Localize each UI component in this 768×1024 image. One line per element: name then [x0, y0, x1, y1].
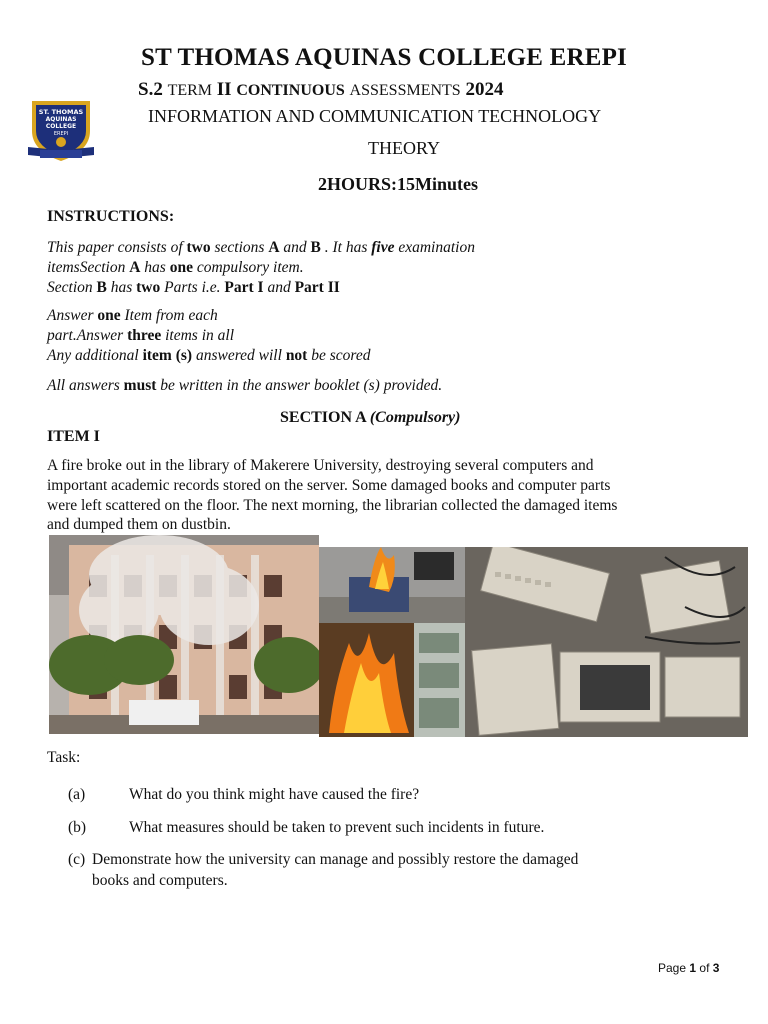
instructions-line-3: Section B has two Parts i.e. Part I and Part II	[47, 279, 340, 296]
burning-building-photo	[49, 535, 319, 734]
duration: 2HOURS:15Minutes	[318, 174, 479, 194]
subject-title: INFORMATION AND COMMUNICATION TECHNOLOGY	[148, 106, 602, 126]
item-title: ITEM I	[47, 428, 100, 445]
scenario-text: A fire broke out in the library of Makerere University, destroying several computers and important academic records stored on the server. Some damaged books and computer parts were left scattered on the floor. The next morning, the librarian collected the damaged items and dumped them on dustbin.	[47, 457, 618, 534]
svg-text:COLLEGE: COLLEGE	[45, 123, 77, 130]
instructions-line-7: All answers must be written in the answer booklet (s) provided.	[47, 377, 443, 394]
question-c-text-continued: books and computers.	[92, 872, 228, 889]
burning-computer-photo	[319, 547, 465, 623]
instructions-line-6: Any additional item (s) answered will not be scored	[47, 347, 371, 364]
svg-text:ST. THOMAS: ST. THOMAS	[38, 108, 84, 116]
svg-text:AQUINAS: AQUINAS	[45, 116, 77, 123]
task-label: Task:	[47, 749, 81, 766]
question-a-text: What do you think might have caused the fire?	[129, 786, 420, 803]
question-c-number: (c)	[68, 851, 86, 868]
instructions-line-5: part.Answer three items in all	[47, 327, 235, 344]
instructions-line-2: itemsSection A has one compulsory item.	[47, 259, 304, 276]
question-a-number: (a)	[68, 786, 86, 803]
e-waste-pile-photo	[465, 547, 748, 737]
instructions-line-1: This paper consists of two sections A and B . It has five examination	[47, 239, 475, 256]
section-a-heading: SECTION A (Compulsory)	[280, 409, 461, 426]
question-c-text: Demonstrate how the university can manage and possibly restore the damaged	[92, 851, 579, 868]
question-b-number: (b)	[68, 819, 87, 836]
school-crest-logo	[26, 97, 96, 163]
question-b-text: What measures should be taken to prevent such incidents in future.	[129, 819, 545, 836]
instructions-line-4: Answer one Item from each	[47, 307, 218, 324]
page-number: Page 1 of 3	[658, 961, 720, 975]
assessment-title: S.2 TERM II CONTINUOUS ASSESSMENTS 2024	[138, 79, 504, 100]
school-name: ST THOMAS AQUINAS COLLEGE EREPI	[141, 44, 627, 71]
svg-text:EREPI: EREPI	[53, 131, 69, 137]
burning-motherboard-photo	[319, 623, 465, 737]
paper-title: THEORY	[368, 138, 440, 158]
instructions-heading: INSTRUCTIONS:	[47, 208, 175, 225]
